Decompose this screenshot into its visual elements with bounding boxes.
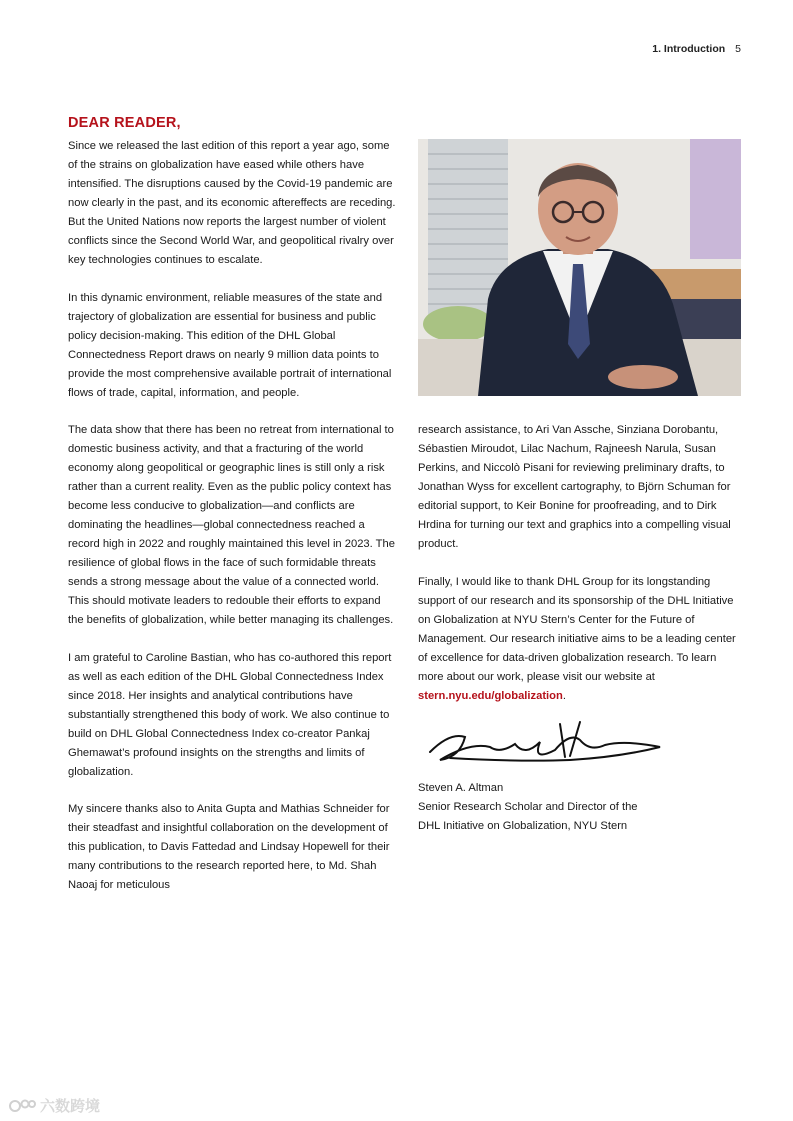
page-header [652,43,741,55]
paragraph-2: In this dynamic environment, reliable measures of the state and trajectory of globalization are essential for business and public policy decision-making. This edition of the DHL Global Connectedness Report draws on nearly 9 million data points to provide the most comprehensive available portrait of international flows of trade, capital, information, and people. [68,291,392,399]
handwritten-signature [420,712,670,772]
paragraph-7 [418,573,743,706]
paragraph-7-text: Finally, I would like to thank DHL Group for its longstanding support of our research and its sponsorship of the DHL Initiative on Globalization at NYU Stern’s Center for the Future of Management. Our research initiative aims to be a leading center of excellence for data-driven globalization research. To learn more about our work, please visit our website at [418,575,736,683]
letter-heading: DEAR READER, [68,115,181,131]
portrait-photo [418,139,741,396]
signer-name: Steven A. Altman [418,782,504,794]
paragraph-6: research assistance, to Ari Van Assche, Sinziana Dorobantu, Sébastien Miroudot, Lilac Nachum, Rajneesh Narula, Susan Perkins, and Niccolò Pisani for reviewing preliminary drafts, to Jonathan Wyss for excellent cartography, to Björn Schuman for editorial support, to Keir Bonine for proofreading, and to Dirk Hrdina for turning our text and graphics into a compelling visual product. [418,424,731,550]
paragraph-7-end: . [562,689,566,702]
website-link[interactable]: stern.nyu.edu/globalization [418,689,563,702]
watermark-logo-icon [8,1098,36,1114]
right-column [418,421,743,724]
paragraph-1: Since we released the last edition of this report a year ago, some of the strains on globalization have eased while others have intensified. The disruptions caused by the Covid-19 pandemic are now clearly in the past, and its economic aftereffects are receding. But the United Nations now reports the largest number of violent conflicts since the Second World War, and geopolitical rivalry over key technologies continues to escalate. [68,140,396,266]
signer-title-line-1: Senior Research Scholar and Director of the [418,801,638,813]
watermark [8,1095,100,1116]
paragraph-5: My sincere thanks also to Anita Gupta and Mathias Schneider for their steadfast and insightful collaboration on the development of this publication, to Davis Fattedad and Lindsay Hopewell for their many contributions to the research reported here, to Md. Shah Naoaj for meticulous [68,803,390,891]
signature-icon [420,712,670,772]
left-column [68,137,398,914]
paragraph-4: I am grateful to Caroline Bastian, who has co-authored this report as well as each edition of the DHL Global Connectedness Index since 2018. Her insights and analytical contributions have substantially strengthened this body of work. We also continue to build on DHL Global Connectedness Index co-creator Pankaj Ghemawat’s profound insights on the strengths and limits of globalization. [68,651,392,778]
paragraph-3: The data show that there has been no retreat from international to domestic business activity, and that a fracturing of the world economy along geopolitical or geographic lines is still only a risk rather than a current reality. Even as the public policy context has become less conducive to globalization—and conflicts are dominating the headlines—global connectedness reached a record high in 2022 and roughly maintained this level in 2023. The resilience of global flows in the face of such formidable threats sends a strong message about the value of a connected world. This should motivate leaders to redouble their efforts to expand the benefits of globalization, while better managing its challenges. [68,424,395,626]
portrait-illustration [418,139,741,396]
signature-block [418,779,738,836]
section-title: 1. Introduction [652,43,726,55]
signer-title-line-2: DHL Initiative on Globalization, NYU Stern [418,820,628,832]
watermark-text: 六数跨境 [40,1098,101,1115]
page-number: 5 [735,43,741,55]
